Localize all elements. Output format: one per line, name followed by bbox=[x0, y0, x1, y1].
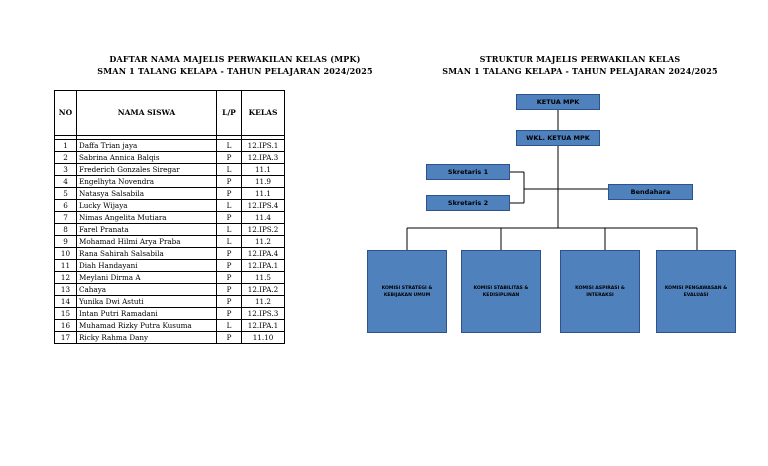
komisi-strategi-box: KOMISI STRATEGI & KEBIJAKAN UMUM bbox=[367, 250, 447, 333]
cell-no: 1 bbox=[55, 140, 77, 152]
cell-nama-siswa: Sabrina Annica Balqis bbox=[77, 152, 217, 164]
cell-no: 3 bbox=[55, 164, 77, 176]
cell-no: 7 bbox=[55, 212, 77, 224]
cell-lp: P bbox=[217, 308, 242, 320]
cell-kelas: 12.IPS.1 bbox=[242, 140, 285, 152]
cell-lp: P bbox=[217, 248, 242, 260]
member-list-title-line2: SMAN 1 TALANG KELAPA - TAHUN PELAJARAN 2024/2025 bbox=[97, 66, 373, 76]
cell-lp: L bbox=[217, 236, 242, 248]
cell-lp: P bbox=[217, 296, 242, 308]
org-structure-title-line2: SMAN 1 TALANG KELAPA - TAHUN PELAJARAN 2024/2025 bbox=[442, 66, 718, 76]
cell-no: 13 bbox=[55, 284, 77, 296]
cell-no: 8 bbox=[55, 224, 77, 236]
cell-lp: P bbox=[217, 260, 242, 272]
header-nama-siswa: NAMA SISWA bbox=[77, 91, 217, 136]
cell-no: 9 bbox=[55, 236, 77, 248]
sekretaris-1-box: Skretaris 1 bbox=[426, 164, 510, 180]
komisi-aspirasi-box: KOMISI ASPIRASI & INTERAKSI bbox=[560, 250, 640, 333]
cell-no: 10 bbox=[55, 248, 77, 260]
cell-nama-siswa: Mohamad Hilmi Arya Praba bbox=[77, 236, 217, 248]
cell-nama-siswa: Yunika Dwi Astuti bbox=[77, 296, 217, 308]
cell-nama-siswa: Intan Putri Ramadani bbox=[77, 308, 217, 320]
cell-kelas: 12.IPA.1 bbox=[242, 260, 285, 272]
cell-kelas: 11.2 bbox=[242, 296, 285, 308]
cell-no: 17 bbox=[55, 332, 77, 344]
cell-no: 5 bbox=[55, 188, 77, 200]
cell-no: 16 bbox=[55, 320, 77, 332]
cell-kelas: 12.IPA.4 bbox=[242, 248, 285, 260]
cell-nama-siswa: Ricky Rahma Dany bbox=[77, 332, 217, 344]
org-structure-title-line1: STRUKTUR MAJELIS PERWAKILAN KELAS bbox=[479, 54, 681, 64]
cell-no: 12 bbox=[55, 272, 77, 284]
cell-kelas: 11.4 bbox=[242, 212, 285, 224]
komisi-stabilitas-box: KOMISI STABILITAS & KEDISIPLINAN bbox=[461, 250, 541, 333]
cell-kelas: 12.IPS.3 bbox=[242, 308, 285, 320]
cell-lp: L bbox=[217, 200, 242, 212]
cell-nama-siswa: Lucky Wijaya bbox=[77, 200, 217, 212]
cell-nama-siswa: Muhamad Rizky Putra Kusuma bbox=[77, 320, 217, 332]
cell-no: 2 bbox=[55, 152, 77, 164]
header-lp: L/P bbox=[217, 91, 242, 136]
cell-nama-siswa: Frederich Gonzales Siregar bbox=[77, 164, 217, 176]
cell-nama-siswa: Rana Sahirah Salsabila bbox=[77, 248, 217, 260]
cell-kelas: 12.IPS.4 bbox=[242, 200, 285, 212]
cell-nama-siswa: Cahaya bbox=[77, 284, 217, 296]
cell-lp: P bbox=[217, 188, 242, 200]
cell-kelas: 11.5 bbox=[242, 272, 285, 284]
cell-nama-siswa: Diah Handayani bbox=[77, 260, 217, 272]
cell-lp: P bbox=[217, 272, 242, 284]
cell-nama-siswa: Nimas Angelita Mutiara bbox=[77, 212, 217, 224]
cell-lp: P bbox=[217, 212, 242, 224]
cell-kelas: 12.IPS.2 bbox=[242, 224, 285, 236]
cell-nama-siswa: Natasya Salsabila bbox=[77, 188, 217, 200]
sekretaris-2-box: Skretaris 2 bbox=[426, 195, 510, 211]
wakil-ketua-mpk-box: WKL. KETUA MPK bbox=[516, 130, 600, 146]
cell-lp: P bbox=[217, 176, 242, 188]
cell-lp: P bbox=[217, 332, 242, 344]
cell-lp: P bbox=[217, 284, 242, 296]
cell-lp: L bbox=[217, 320, 242, 332]
cell-no: 15 bbox=[55, 308, 77, 320]
cell-lp: L bbox=[217, 164, 242, 176]
cell-nama-siswa: Daffa Trian jaya bbox=[77, 140, 217, 152]
cell-nama-siswa: Engelhyta Novendra bbox=[77, 176, 217, 188]
bendahara-box: Bendahara bbox=[608, 184, 693, 200]
komisi-pengawasan-box: KOMISI PENGAWASAN & EVALUASI bbox=[656, 250, 736, 333]
cell-kelas: 12.IPA.2 bbox=[242, 284, 285, 296]
cell-lp: L bbox=[217, 140, 242, 152]
cell-kelas: 11.9 bbox=[242, 176, 285, 188]
header-kelas: KELAS bbox=[242, 91, 285, 136]
cell-no: 6 bbox=[55, 200, 77, 212]
ketua-mpk-box: KETUA MPK bbox=[516, 94, 600, 110]
member-list-title-line1: DAFTAR NAMA MAJELIS PERWAKILAN KELAS (MPK) bbox=[109, 54, 361, 64]
cell-kelas: 11.2 bbox=[242, 236, 285, 248]
cell-kelas: 12.IPA.1 bbox=[242, 320, 285, 332]
header-no: NO bbox=[55, 91, 77, 136]
cell-lp: P bbox=[217, 152, 242, 164]
cell-no: 11 bbox=[55, 260, 77, 272]
cell-kelas: 11.1 bbox=[242, 188, 285, 200]
cell-kelas: 11.10 bbox=[242, 332, 285, 344]
cell-lp: L bbox=[217, 224, 242, 236]
cell-kelas: 11.1 bbox=[242, 164, 285, 176]
cell-nama-siswa: Farel Pranata bbox=[77, 224, 217, 236]
cell-kelas: 12.IPA.3 bbox=[242, 152, 285, 164]
cell-nama-siswa: Meylani Dirma A bbox=[77, 272, 217, 284]
cell-no: 4 bbox=[55, 176, 77, 188]
cell-no: 14 bbox=[55, 296, 77, 308]
